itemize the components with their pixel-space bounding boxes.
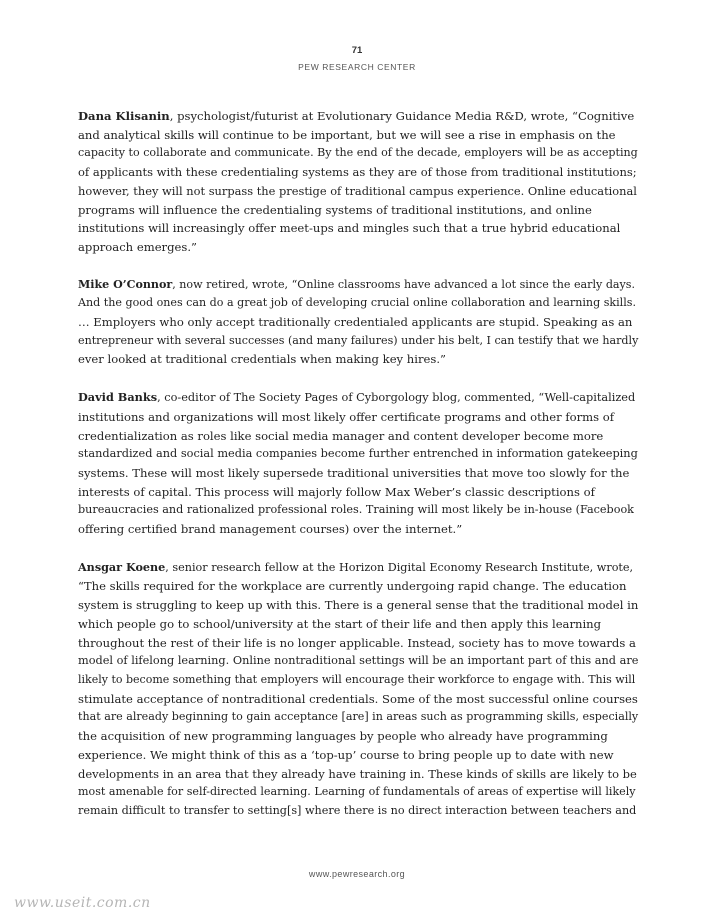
paragraph-line: credentialization as roles like social media manager and content developer become more bbox=[78, 428, 604, 443]
paragraph-line: developments in an area that they already have training in. These kinds of skills are likely to be bbox=[78, 766, 637, 781]
paragraph-line: offering certified brand management courses) over the internet.” bbox=[78, 522, 463, 537]
paragraph-line: remain difficult to transfer to setting[s] where there is no direct interaction between teachers and bbox=[78, 803, 637, 817]
paragraph-line: system is struggling to keep up with this. There is a general sense that the traditional model in bbox=[78, 598, 639, 613]
paragraph-line: , co-editor of The Society Pages of Cyborgology blog, commented, “Well-capitalized bbox=[157, 391, 636, 405]
paragraph-line: likely to become something that employers will encourage their workforce to engage with. This will bbox=[78, 672, 636, 686]
paragraph-line: bureaucracies and rationalized professional roles. Training will most likely be in-house (Facebook bbox=[78, 503, 634, 517]
paragraph-line: , senior research fellow at the Horizon Digital Economy Research Institute, wrote, bbox=[165, 560, 634, 574]
author-name: Dana Klisanin bbox=[78, 109, 170, 123]
paragraph-line: which people go to school/university at the start of their life and then apply this learning bbox=[78, 616, 602, 631]
organization-header: PEW RESEARCH CENTER bbox=[298, 62, 416, 72]
watermark: www.useit.com.cn bbox=[14, 895, 151, 911]
paragraph-line: , now retired, wrote, “Online classrooms have advanced a lot since the early days. bbox=[172, 277, 636, 291]
quote-paragraph-dana-klisanin bbox=[78, 107, 638, 257]
paragraph-line: however, they will not surpass the prestige of traditional campus experience. Online educational bbox=[78, 183, 637, 198]
page-number: 71 bbox=[351, 45, 363, 56]
paragraph-line: of applicants with these credentialing systems as they are of those from traditional institutions; bbox=[78, 165, 637, 180]
paragraph-line: most amenable for self-directed learning. Learning of fundamentals of areas of expertise will likely bbox=[78, 785, 636, 799]
paragraph-line: , psychologist/futurist at Evolutionary Guidance Media R&D, wrote, “Cognitive bbox=[169, 109, 635, 123]
footer-url: www.pewresearch.org bbox=[308, 869, 406, 879]
author-name: Mike O’Connor bbox=[78, 277, 173, 291]
quote-paragraph-ansgar-koene bbox=[78, 558, 638, 821]
paragraph-line: model of lifelong learning. Online nontraditional settings will be an important part of this and are bbox=[78, 654, 639, 668]
document-body bbox=[78, 107, 638, 840]
quote-paragraph-mike-oconnor bbox=[78, 276, 638, 370]
author-name: Ansgar Koene bbox=[78, 559, 166, 574]
paragraph-line: experience. We might think of this as a ‘top-up’ course to bring people up to date with new bbox=[78, 747, 614, 762]
paragraph-line: entrepreneur with several successes (and many failures) under his belt, I can testify that we hardly bbox=[78, 333, 639, 347]
author-name: David Banks bbox=[78, 390, 158, 405]
quote-paragraph-david-banks bbox=[78, 388, 638, 539]
paragraph-line: capacity to collaborate and communicate. By the end of the decade, employers will be as accepting bbox=[78, 146, 638, 160]
paragraph-line: stimulate acceptance of nontraditional credentials. Some of the most successful online courses bbox=[78, 691, 638, 706]
paragraph-line: “The skills required for the workplace are currently undergoing rapid change. The education bbox=[78, 579, 627, 594]
paragraph-line: ever looked at traditional credentials when making key hires.” bbox=[78, 352, 446, 367]
paragraph-line: throughout the rest of their life is no longer applicable. Instead, society has to move towards a bbox=[78, 635, 636, 650]
paragraph-line: approach emerges.” bbox=[78, 239, 197, 254]
paragraph-line: interests of capital. This process will majorly follow Max Weber’s classic descriptions of bbox=[78, 484, 595, 499]
paragraph-line: And the good ones can do a great job of developing crucial online collaboration and learning skills. bbox=[78, 296, 636, 310]
paragraph-line: institutions will increasingly offer meet-ups and mingles such that a true hybrid educational bbox=[78, 221, 621, 236]
paragraph-line: the acquisition of new programming languages by people who already have programming bbox=[78, 729, 608, 744]
paragraph-line: systems. These will most likely supersede traditional universities that move too slowly for the bbox=[78, 465, 630, 480]
paragraph-line: institutions and organizations will most likely offer certificate programs and other forms of bbox=[78, 409, 615, 424]
paragraph-line: programs will influence the credentialing systems of traditional institutions, and online bbox=[78, 202, 592, 217]
paragraph-line: standardized and social media companies become further entrenched in information gatekeeping bbox=[78, 447, 638, 461]
paragraph-line: and analytical skills will continue to be important, but we will see a rise in emphasis on the bbox=[78, 127, 616, 142]
paragraph-line: that are already beginning to gain acceptance [are] in areas such as programming skills, especially bbox=[78, 710, 639, 724]
paragraph-line: … Employers who only accept traditionally credentialed applicants are stupid. Speaking as an bbox=[78, 315, 633, 330]
